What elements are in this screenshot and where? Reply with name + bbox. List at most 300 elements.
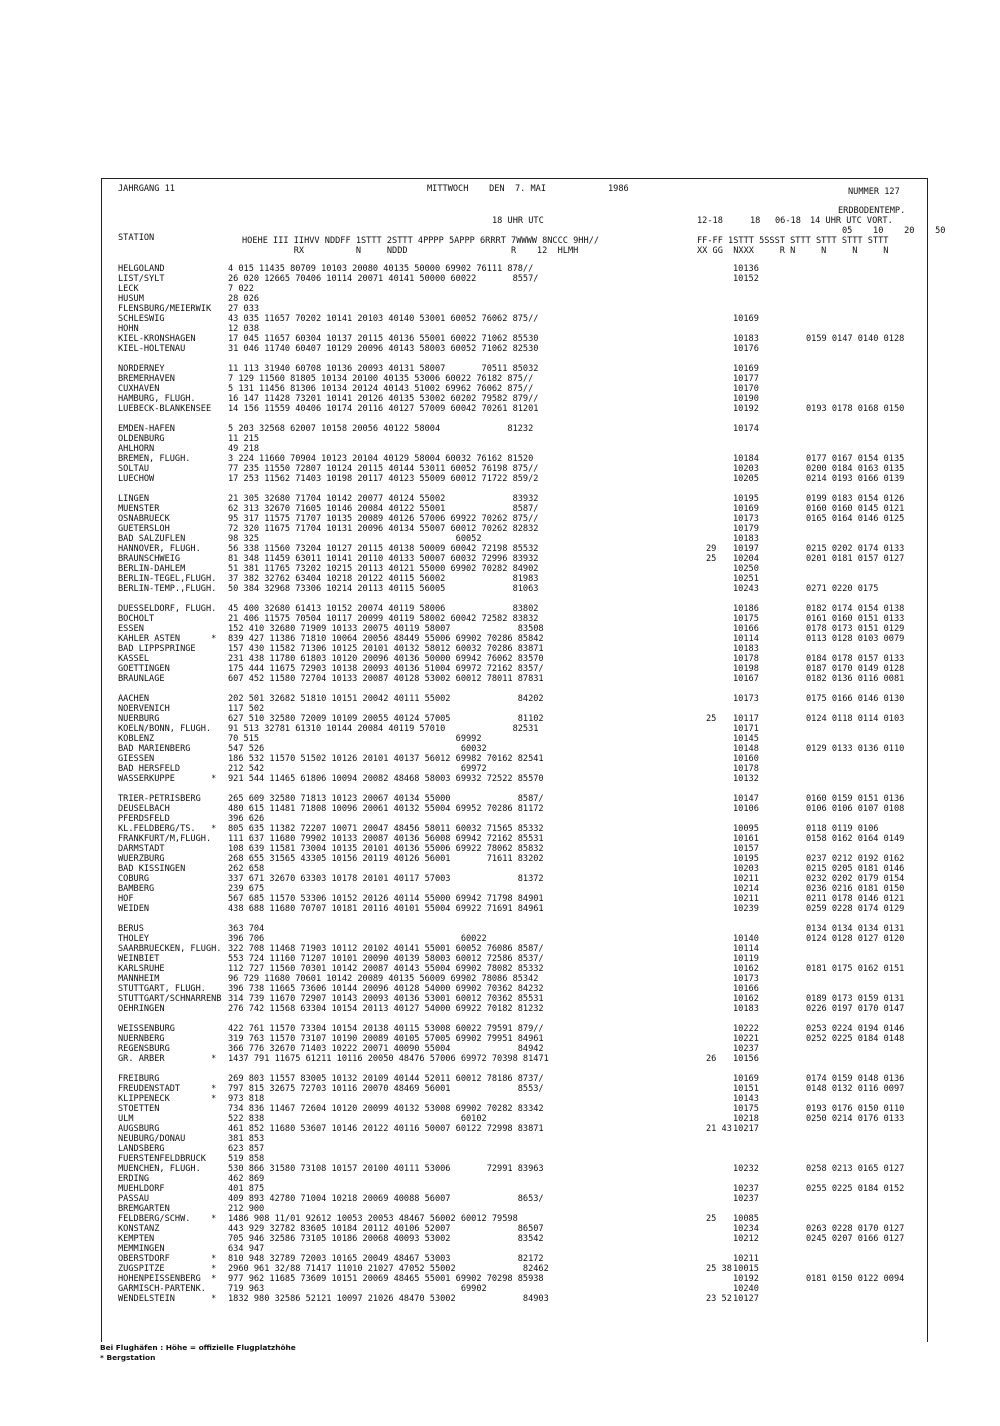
temp-max-value: 10195	[733, 854, 759, 864]
soil-temp-values: 0174 0159 0148 0136	[806, 1074, 905, 1084]
station-name: ULM	[118, 1114, 134, 1124]
observation-values: 37 382 32762 63404 10218 20122 40115 56002 81983	[228, 574, 539, 584]
station-name: WUERZBURG	[118, 854, 165, 864]
observation-values: 381 853	[228, 1134, 265, 1144]
soil-temp-values: 0165 0164 0146 0125	[806, 514, 905, 524]
observation-values: 337 671 32670 63303 10178 20101 40117 57003 81372	[228, 874, 544, 884]
observation-values: 77 235 11550 72807 10124 20115 40144 53011 60052 76198 875//	[228, 464, 539, 474]
station-name: BAD KISSINGEN	[118, 864, 186, 874]
station-name: LINGEN	[118, 494, 150, 504]
station-name: FLENSBURG/MEIERWIK	[118, 304, 212, 314]
station-name: AACHEN	[118, 694, 150, 704]
station-name: BOCHOLT	[118, 614, 155, 624]
temp-max-value: 10212	[733, 1234, 759, 1244]
station-name: BERLIN-TEMP.,FLUGH.	[118, 584, 217, 594]
observation-values: 7 129 11560 81805 10134 20100 40135 53006 60022 76182 875//	[228, 374, 534, 384]
temp-max-value: 10162	[733, 994, 759, 1004]
soil-temp-values: 0181 0150 0122 0094	[806, 1274, 905, 1284]
observation-values: 49 218	[228, 444, 260, 454]
temp-max-value: 10183	[733, 1004, 759, 1014]
column-group-12-18: 12-18	[697, 216, 723, 226]
temp-max-value: 10177	[733, 374, 759, 384]
right-header-line1: FF-FF 1STTT 5SSST STTT STTT STTT STTT	[697, 236, 889, 246]
observation-values: 797 815 32675 72703 10116 20070 48469 56001 8553/	[228, 1084, 544, 1094]
observation-values: 396 626	[228, 814, 265, 824]
temp-max-value: 10179	[733, 524, 759, 534]
main-header-line2: RX N NDDD R 12 HLMH	[242, 246, 579, 256]
station-name: NUERNBERG	[118, 1034, 165, 1044]
column-group-06-18: 06-18	[775, 216, 801, 226]
station-name: BAD SALZUFLEN	[118, 534, 186, 544]
observation-values: 202 501 32682 51810 10151 20042 40111 55002 84202	[228, 694, 544, 704]
station-name: MUENSTER	[118, 504, 160, 514]
temp-max-value: 10132	[733, 774, 759, 784]
temp-max-value: 10222	[733, 1024, 759, 1034]
station-name: FELDBERG/SCHW. *	[118, 1214, 217, 1224]
observation-values: 31 046 11740 60407 10129 20096 40143 58003 60052 71062 82530	[228, 344, 539, 354]
station-name: HANNOVER, FLUGH.	[118, 544, 201, 554]
station-name: OSNABRUECK	[118, 514, 170, 524]
station-name: KARLSRUHE	[118, 964, 165, 974]
station-name: AHLHORN	[118, 444, 155, 454]
station-name: FUERSTENFELDBRUCK	[118, 1154, 206, 1164]
soil-temp-values: 0178 0173 0151 0129	[806, 624, 905, 634]
observation-values: 16 147 11428 73201 10141 20126 40135 53002 60202 79582 879//	[228, 394, 539, 404]
station-name: DEUSELBACH	[118, 804, 170, 814]
soil-temp-values: 0189 0173 0159 0131	[806, 994, 905, 1004]
observation-values: 805 635 11382 72207 10071 20047 48456 58011 60032 71565 85332	[228, 824, 544, 834]
wind-gust-values: 25	[706, 554, 717, 564]
soil-temp-values: 0134 0134 0134 0131	[806, 924, 905, 934]
soil-temp-subtitle: 14 UHR UTC VORT.	[810, 216, 893, 226]
soil-temp-values: 0187 0170 0149 0128	[806, 664, 905, 674]
wind-gust-values: 21 43	[706, 1124, 732, 1134]
temp-max-value: 10211	[733, 874, 759, 884]
temp-max-value: 10169	[733, 364, 759, 374]
station-name: KASSEL	[118, 654, 150, 664]
observation-values: 634 947	[228, 1244, 265, 1254]
temp-max-value: 10186	[733, 604, 759, 614]
station-name: GIESSEN	[118, 754, 155, 764]
temp-max-value: 10239	[733, 904, 759, 914]
soil-temp-values: 0255 0225 0184 0152	[806, 1184, 905, 1194]
observation-values: 5 203 32568 62007 10158 20056 40122 58004 81232	[228, 424, 534, 434]
observation-values: 98 325 60052	[228, 534, 482, 544]
temp-max-value: 10166	[733, 624, 759, 634]
station-name: FRANKFURT/M,FLUGH.	[118, 834, 212, 844]
temp-max-value: 10237	[733, 1194, 759, 1204]
station-name: WEINBIET	[118, 954, 160, 964]
observation-values: 45 400 32680 61413 10152 20074 40119 58006 83802	[228, 604, 539, 614]
observation-values: 401 875	[228, 1184, 265, 1194]
soil-temp-values: 0160 0159 0151 0136	[806, 794, 905, 804]
observation-values: 43 035 11657 70202 10141 20103 40140 53001 60052 76062 875//	[228, 314, 539, 324]
observation-values: 152 410 32680 71909 10133 20075 40119 58007 83508	[228, 624, 544, 634]
station-header: STATION	[118, 233, 155, 243]
observation-values: 17 045 11657 60304 10137 20115 40136 55001 60022 71062 85530	[228, 334, 539, 344]
station-name: LIST/SYLT	[118, 274, 165, 284]
temp-max-value: 10170	[733, 384, 759, 394]
station-name: BAD LIPPSPRINGE	[118, 644, 196, 654]
observation-values: 734 836 11467 72604 10120 20099 40132 53008 69902 70282 83342	[228, 1104, 544, 1114]
temp-max-value: 10205	[733, 474, 759, 484]
observation-values: 438 688 11680 70707 10181 20116 40101 55004 69922 71691 84961	[228, 904, 544, 914]
station-name: DARMSTADT	[118, 844, 165, 854]
issue-number: NUMMER 127	[848, 187, 900, 197]
station-name: DUESSELDORF, FLUGH.	[118, 604, 217, 614]
station-name: BERUS	[118, 924, 144, 934]
date-label: MITTWOCH DEN 7. MAI	[427, 184, 546, 194]
station-name: MEMMINGEN	[118, 1244, 165, 1254]
station-name: HOHN	[118, 324, 139, 334]
station-name: KOELN/BONN, FLUGH.	[118, 724, 212, 734]
temp-max-value: 10114	[733, 634, 759, 644]
observation-values: 117 502	[228, 704, 265, 714]
observation-values: 366 776 32670 71403 10222 20071 40090 55004 84942	[228, 1044, 544, 1054]
observation-values: 96 729 11680 70601 10142 20089 40135 56009 69902 78086 85342	[228, 974, 539, 984]
temp-max-value: 10195	[733, 494, 759, 504]
observation-values: 839 427 11386 71810 10064 20056 48449 55006 69902 70286 85842	[228, 634, 544, 644]
station-name: COBURG	[118, 874, 150, 884]
station-name: STOETTEN	[118, 1104, 160, 1114]
station-name: BAMBERG	[118, 884, 155, 894]
temp-max-value: 10240	[733, 1284, 759, 1294]
observation-values: 977 962 11685 73609 10151 20069 48465 55001 69902 70298 85938	[228, 1274, 544, 1284]
observation-values: 314 739 11670 72907 10143 20093 40136 53001 60012 70362 85531	[228, 994, 544, 1004]
soil-temp-values: 0106 0106 0107 0108	[806, 804, 905, 814]
soil-temp-values: 0182 0174 0154 0138	[806, 604, 905, 614]
station-name: OBERSTDORF *	[118, 1254, 217, 1264]
column-group-18utc: 18 UHR UTC	[492, 216, 544, 226]
station-name: ZUGSPITZE *	[118, 1264, 217, 1274]
temp-max-value: 10184	[733, 454, 759, 464]
observation-values: 14 156 11559 40406 10174 20116 40127 57009 60042 70261 81201	[228, 404, 539, 414]
station-name: BAD MARIENBERG	[118, 744, 191, 754]
station-name: HAMBURG, FLUGH.	[118, 394, 196, 404]
observation-values: 319 763 11570 73107 10190 20089 40105 57005 69902 79951 84961	[228, 1034, 544, 1044]
station-name: OLDENBURG	[118, 434, 165, 444]
footnote-mountain-station: * Bergstation	[100, 1353, 156, 1362]
station-name: AUGSBURG	[118, 1124, 160, 1134]
temp-max-value: 10214	[733, 884, 759, 894]
station-name: WENDELSTEIN *	[118, 1294, 217, 1304]
soil-temp-title: ERDBODENTEMP.	[838, 206, 906, 216]
temp-max-value: 10140	[733, 934, 759, 944]
soil-temp-values: 0214 0193 0166 0139	[806, 474, 905, 484]
observation-values: 363 704	[228, 924, 265, 934]
station-name: BRAUNSCHWEIG	[118, 554, 181, 564]
soil-temp-values: 0124 0128 0127 0120	[806, 934, 905, 944]
observation-values: 12 038	[228, 324, 260, 334]
temp-max-value: 10162	[733, 964, 759, 974]
station-name: KLIPPENECK *	[118, 1094, 217, 1104]
station-name: PASSAU	[118, 1194, 150, 1204]
temp-max-value: 10221	[733, 1034, 759, 1044]
wind-gust-values: 26	[706, 1054, 717, 1064]
soil-temp-values: 0258 0213 0165 0127	[806, 1164, 905, 1174]
temp-max-value: 10218	[733, 1114, 759, 1124]
temp-max-value: 10173	[733, 974, 759, 984]
station-name: SOLTAU	[118, 464, 150, 474]
observation-values: 422 761 11570 73304 10154 20138 40115 53008 60022 79591 879//	[228, 1024, 544, 1034]
station-name: GARMISCH-PARTENK.	[118, 1284, 206, 1294]
soil-temp-values: 0124 0118 0114 0103	[806, 714, 905, 724]
wind-gust-values: 25	[706, 714, 717, 724]
temp-max-value: 10204	[733, 554, 759, 564]
station-name: BERLIN-TEGEL,FLUGH.	[118, 574, 217, 584]
soil-temp-values: 0199 0183 0154 0126	[806, 494, 905, 504]
observation-values: 21 305 32680 71704 10142 20077 40124 55002 83932	[228, 494, 539, 504]
observation-values: 627 510 32580 72009 10109 20055 40124 57005 81102	[228, 714, 544, 724]
year-label: 1986	[608, 184, 629, 194]
station-name: FREIBURG	[118, 1074, 160, 1084]
soil-temp-values: 0177 0167 0154 0135	[806, 454, 905, 464]
observation-values: 396 706 60022	[228, 934, 487, 944]
temp-max-value: 10169	[733, 1074, 759, 1084]
station-name: NOERVENICH	[118, 704, 170, 714]
soil-temp-values: 0211 0178 0146 0121	[806, 894, 905, 904]
soil-temp-values: 0236 0216 0181 0150	[806, 884, 905, 894]
temp-max-value: 10157	[733, 844, 759, 854]
observation-values: 409 893 42780 71004 10218 20069 40088 56007 8653/	[228, 1194, 544, 1204]
observation-values: 175 444 11675 72903 10138 20093 40136 51004 69972 72162 8357/	[228, 664, 544, 674]
soil-temp-values: 0237 0212 0192 0162	[806, 854, 905, 864]
temp-max-value: 10234	[733, 1224, 759, 1234]
station-name: KOBLENZ	[118, 734, 155, 744]
observation-values: 95 317 11575 71707 10135 20089 40126 57006 69922 70262 875//	[228, 514, 539, 524]
station-name: NUERBURG	[118, 714, 160, 724]
station-name: BREMGARTEN	[118, 1204, 170, 1214]
temp-max-value: 10211	[733, 894, 759, 904]
temp-max-value: 10232	[733, 1164, 759, 1174]
temp-max-value: 10095	[733, 824, 759, 834]
temp-max-value: 10127	[733, 1294, 759, 1304]
observation-values: 276 742 11568 63304 10154 20113 40127 54000 69922 70182 81232	[228, 1004, 544, 1014]
observation-values: 108 639 11581 73004 10135 20101 40136 55006 69922 78062 85832	[228, 844, 544, 854]
observation-values: 11 113 31940 60708 10136 20093 40131 58007 70511 85032	[228, 364, 539, 374]
soil-temp-values: 0181 0175 0162 0151	[806, 964, 905, 974]
soil-temp-values: 0129 0133 0136 0110	[806, 744, 905, 754]
observation-values: 530 866 31580 73108 10157 20100 40111 53006 72991 83963	[228, 1164, 544, 1174]
wind-gust-values: 23 52	[706, 1294, 732, 1304]
observation-values: 480 615 11481 71808 10096 20061 40132 55004 69952 70286 81172	[228, 804, 544, 814]
observation-values: 5 131 11456 81306 10134 20124 40143 51002 69962 76062 875//	[228, 384, 534, 394]
observation-values: 547 526 60032	[228, 744, 487, 754]
observation-values: 553 724 11160 71207 10101 20090 40139 58003 60012 72586 8537/	[228, 954, 544, 964]
right-header-line2: XX GG NXXX R N N N N	[697, 246, 889, 256]
station-name: KL.FELDBERG/TS. *	[118, 824, 217, 834]
temp-max-value: 10015	[733, 1264, 759, 1274]
temp-max-value: 10192	[733, 404, 759, 414]
soil-temp-values: 0250 0214 0176 0133	[806, 1114, 905, 1124]
observation-values: 157 430 11582 71306 10125 20101 40132 58012 60032 70286 83871	[228, 644, 544, 654]
temp-max-value: 10176	[733, 344, 759, 354]
observation-values: 607 452 11580 72704 10133 20087 40128 53002 60012 78011 87831	[228, 674, 544, 684]
observation-values: 461 852 11680 53607 10146 20122 40116 50007 60122 72998 83871	[228, 1124, 544, 1134]
soil-temp-values: 0175 0166 0146 0130	[806, 694, 905, 704]
observation-values: 17 253 11562 71403 10198 20117 40123 55009 60012 71722 859/2	[228, 474, 539, 484]
soil-temp-values: 0201 0181 0157 0127	[806, 554, 905, 564]
temp-max-value: 10198	[733, 664, 759, 674]
station-name: ESSEN	[118, 624, 144, 634]
observation-values: 4 015 11435 80709 10103 20080 40135 50000 69902 76111 878//	[228, 264, 534, 274]
temp-max-value: 10156	[733, 1054, 759, 1064]
temp-max-value: 10183	[733, 534, 759, 544]
observation-values: 212 542 69972	[228, 764, 487, 774]
observation-values: 705 946 32586 73105 10186 20068 40093 53002 83542	[228, 1234, 544, 1244]
station-name: THOLEY	[118, 934, 150, 944]
station-name: KIEL-HOLTENAU	[118, 344, 186, 354]
observation-values: 567 685 11570 53306 10152 20126 40114 55000 69942 71798 84901	[228, 894, 544, 904]
station-name: LUECHOW	[118, 474, 155, 484]
observation-values: 212 900	[228, 1204, 265, 1214]
temp-max-value: 10152	[733, 274, 759, 284]
temp-max-value: 10114	[733, 944, 759, 954]
temp-max-value: 10175	[733, 614, 759, 624]
observation-values: 1437 791 11675 61211 10116 20050 48476 57006 69972 70398 81471	[228, 1054, 549, 1064]
observation-values: 462 869	[228, 1174, 265, 1184]
station-name: STUTTGART/SCHNARRENB	[118, 994, 222, 1004]
observation-values: 322 708 11468 71903 10112 20102 40141 55001 60052 76086 8587/	[228, 944, 544, 954]
temp-max-value: 10145	[733, 734, 759, 744]
soil-temp-values: 0232 0202 0179 0154	[806, 874, 905, 884]
observation-values: 810 948 32789 72003 10165 20049 48467 53003 82172	[228, 1254, 544, 1264]
observation-values: 91 513 32781 61310 10144 20084 40119 57010 82531	[228, 724, 539, 734]
temp-max-value: 10197	[733, 544, 759, 554]
observation-values: 112 727 11560 70301 10142 20087 40143 55004 69902 78082 85332	[228, 964, 544, 974]
observation-values: 921 544 11465 61806 10094 20082 48468 58003 69932 72522 85570	[228, 774, 544, 784]
soil-temp-values: 0252 0225 0184 0148	[806, 1034, 905, 1044]
station-name: PFERDSFELD	[118, 814, 170, 824]
temp-max-value: 10174	[733, 424, 759, 434]
temp-max-value: 10173	[733, 514, 759, 524]
station-name: LUEBECK-BLANKENSEE	[118, 404, 212, 414]
station-name: LANDSBERG	[118, 1144, 165, 1154]
observation-values: 2960 961 32/88 71417 11010 21027 47052 55002 82462	[228, 1264, 549, 1274]
temp-max-value: 10169	[733, 314, 759, 324]
soil-temp-values: 0215 0205 0181 0146	[806, 864, 905, 874]
observation-values: 719 963 69902	[228, 1284, 487, 1294]
temp-max-value: 10136	[733, 264, 759, 274]
soil-temp-values: 0113 0128 0103 0079	[806, 634, 905, 644]
soil-temp-values: 0263 0228 0170 0127	[806, 1224, 905, 1234]
station-name: BREMERHAVEN	[118, 374, 175, 384]
temp-max-value: 10192	[733, 1274, 759, 1284]
station-name: KIEL-KRONSHAGEN	[118, 334, 196, 344]
soil-temp-values: 0158 0162 0164 0149	[806, 834, 905, 844]
observation-values: 26 020 12665 70406 10114 20071 40141 50000 60022 8557/	[228, 274, 539, 284]
column-group-18: 18	[750, 216, 761, 226]
soil-temp-values: 0193 0176 0150 0110	[806, 1104, 905, 1114]
observation-values: 396 738 11665 73606 10144 20096 40128 54000 69902 70362 84232	[228, 984, 544, 994]
station-name: FREUDENSTADT *	[118, 1084, 217, 1094]
observation-values: 262 658	[228, 864, 265, 874]
footnote-airport-height: Bei Flughäfen : Höhe = offizielle Flugplatzhöhe	[100, 1343, 296, 1352]
soil-temp-values: 0245 0207 0166 0127	[806, 1234, 905, 1244]
observation-values: 443 929 32782 83605 10184 20112 40106 52007 86507	[228, 1224, 544, 1234]
station-name: HOF	[118, 894, 134, 904]
station-name: KAHLER ASTEN *	[118, 634, 217, 644]
temp-max-value: 10151	[733, 1084, 759, 1094]
temp-max-value: 10117	[733, 714, 759, 724]
station-name: BAD HERSFELD	[118, 764, 181, 774]
temp-max-value: 10243	[733, 584, 759, 594]
station-name: WEIDEN	[118, 904, 150, 914]
station-name: STUTTGART, FLUGH.	[118, 984, 206, 994]
observation-values: 72 320 11675 71704 10131 20096 40134 55007 60012 70262 82832	[228, 524, 539, 534]
temp-max-value: 10143	[733, 1094, 759, 1104]
observation-values: 265 609 32580 71813 10123 20067 40134 55000 8587/	[228, 794, 544, 804]
temp-max-value: 10167	[733, 674, 759, 684]
station-name: GUETERSLOH	[118, 524, 170, 534]
temp-max-value: 10161	[733, 834, 759, 844]
observation-values: 522 838 60102	[228, 1114, 487, 1124]
station-name: EMDEN-HAFEN	[118, 424, 175, 434]
observation-values: 269 803 11557 83005 10132 20109 40144 52011 60012 78186 8737/	[228, 1074, 544, 1084]
temp-max-value: 10148	[733, 744, 759, 754]
observation-values: 1486 908 11/01 92612 10053 20053 48467 56002 60012 79598	[228, 1214, 518, 1224]
temp-max-value: 10190	[733, 394, 759, 404]
station-name: BERLIN-DAHLEM	[118, 564, 186, 574]
station-name: KONSTANZ	[118, 1224, 160, 1234]
observation-values: 70 515 69992	[228, 734, 482, 744]
station-name: GOETTINGEN	[118, 664, 170, 674]
station-name: WASSERKUPPE *	[118, 774, 217, 784]
observation-values: 56 338 11560 73204 10127 20115 40138 50009 60042 72198 85532	[228, 544, 539, 554]
temp-max-value: 10211	[733, 1254, 759, 1264]
station-name: BREMEN, FLUGH.	[118, 454, 191, 464]
temp-max-value: 10085	[733, 1214, 759, 1224]
observation-values: 11 215	[228, 434, 260, 444]
temp-max-value: 10171	[733, 724, 759, 734]
wind-gust-values: 25 38	[706, 1264, 732, 1274]
soil-temp-values: 0160 0160 0145 0121	[806, 504, 905, 514]
observation-values: 186 532 11570 51502 10126 20101 40137 56012 69982 70162 82541	[228, 754, 544, 764]
observation-values: 268 655 31565 43305 10156 20119 40126 56001 71611 83202	[228, 854, 544, 864]
station-name: HUSUM	[118, 294, 144, 304]
soil-temp-values: 0253 0224 0194 0146	[806, 1024, 905, 1034]
temp-max-value: 10160	[733, 754, 759, 764]
station-name: GR. ARBER *	[118, 1054, 217, 1064]
observation-values: 519 858	[228, 1154, 265, 1164]
temp-max-value: 10203	[733, 864, 759, 874]
station-name: OEHRINGEN	[118, 1004, 165, 1014]
station-name: SCHLESWIG	[118, 314, 165, 324]
temp-max-value: 10203	[733, 464, 759, 474]
station-name: LECK	[118, 284, 139, 294]
observation-values: 27 033	[228, 304, 260, 314]
volume-label: JAHRGANG 11	[118, 184, 175, 194]
soil-temp-values: 0193 0178 0168 0150	[806, 404, 905, 414]
station-name: MANNHEIM	[118, 974, 160, 984]
observation-values: 62 313 32670 71605 10146 20084 40122 55001 8587/	[228, 504, 539, 514]
temp-max-value: 10237	[733, 1044, 759, 1054]
temp-max-value: 10169	[733, 504, 759, 514]
wind-gust-values: 25	[706, 1214, 717, 1224]
soil-temp-values: 0118 0119 0106	[806, 824, 879, 834]
temp-max-value: 10166	[733, 984, 759, 994]
temp-max-value: 10217	[733, 1124, 759, 1134]
soil-temp-values: 0148 0132 0116 0097	[806, 1084, 905, 1094]
observation-values: 51 381 11765 73202 10215 20113 40121 55000 69902 70282 84902	[228, 564, 539, 574]
station-name: NORDERNEY	[118, 364, 165, 374]
temp-max-value: 10183	[733, 644, 759, 654]
observation-values: 1832 980 32586 52121 10097 21026 48470 53002 84903	[228, 1294, 549, 1304]
soil-temp-values: 0161 0160 0151 0133	[806, 614, 905, 624]
station-name: CUXHAVEN	[118, 384, 160, 394]
temp-max-value: 10178	[733, 764, 759, 774]
observation-values: 50 384 32968 73306 10214 20113 40115 56005 81063	[228, 584, 539, 594]
